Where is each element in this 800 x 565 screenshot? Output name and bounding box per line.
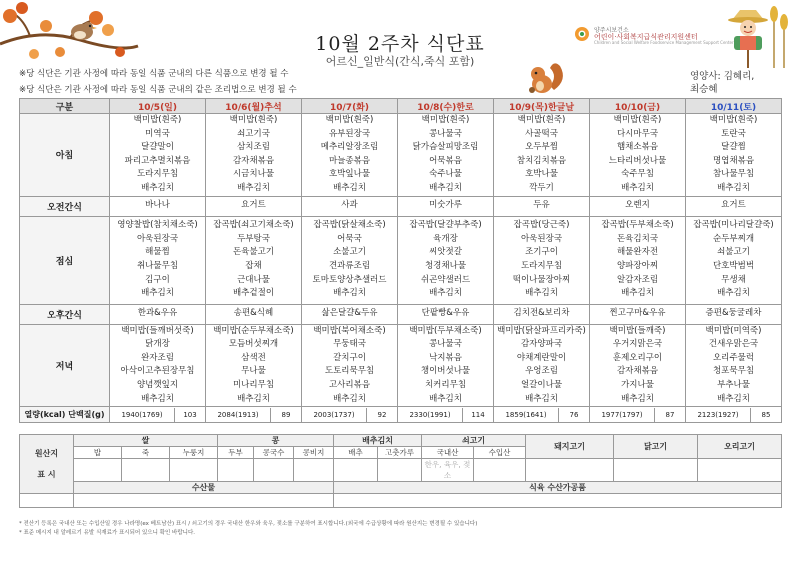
- menu-item: 잡곡밥(미나리달걀죽): [693, 220, 774, 231]
- page-title: 10월 2주차 식단표: [315, 33, 485, 55]
- menu-item: 갈치구이: [333, 352, 366, 363]
- protein-value: 114: [471, 410, 485, 419]
- menu-item: 청경채나물: [424, 261, 467, 272]
- menu-item: 배추김치: [429, 288, 462, 299]
- menu-item: 백미밥(들깨버섯죽): [121, 325, 194, 336]
- snack-cell: 요거트: [206, 196, 302, 216]
- organization-logo-icon: [574, 26, 590, 42]
- energy-value: 2123(1927): [686, 408, 751, 422]
- origin-value: [698, 459, 782, 482]
- kimchi-sub-cabbage: 배추: [334, 447, 378, 459]
- menu-cell: [686, 324, 782, 407]
- menu-item: 배추김치: [717, 288, 750, 299]
- beef-header: 쇠고기: [422, 435, 526, 447]
- nutritionist-label: 영양사: 김혜리,: [690, 71, 755, 82]
- energy-label: 열량(kcal): [24, 410, 66, 420]
- row-label-breakfast: 아침: [20, 114, 110, 197]
- seafood-processed-header: 식육 수산가공품: [334, 482, 782, 494]
- menu-item: 배추김치: [525, 393, 558, 404]
- bean-header: 콩: [218, 435, 334, 447]
- menu-item: 알감자조림: [616, 274, 659, 285]
- chicken-header: 닭고기: [614, 435, 698, 459]
- menu-item: 어묵볶음: [429, 155, 462, 166]
- menu-item: 시금치나물: [232, 169, 275, 180]
- menu-cell: [494, 324, 590, 407]
- snack-cell: 두유: [494, 196, 590, 216]
- origin-value: [218, 459, 254, 482]
- origin-value: [122, 459, 170, 482]
- menu-table: [19, 98, 782, 423]
- menu-item: 배추김치: [525, 288, 558, 299]
- menu-item: 두부탕국: [237, 233, 270, 244]
- menu-item: 마늘종볶음: [328, 155, 371, 166]
- menu-item: 양파장아찌: [616, 261, 659, 272]
- organization-line-3: Children and Social Welfare Foodservice Management Support Center: [594, 40, 734, 45]
- energy-protein-cell: [398, 407, 494, 423]
- menu-item: 배추김치: [237, 182, 270, 193]
- origin-value: [334, 459, 378, 482]
- menu-cell: [206, 216, 302, 304]
- menu-item: 호박잎나물: [328, 169, 371, 180]
- menu-cell: [206, 324, 302, 407]
- menu-item: 배추김치: [621, 393, 654, 404]
- menu-item: 토마토양상추샐러드: [312, 274, 387, 285]
- day-header: 10/5(일): [110, 99, 206, 114]
- menu-item: 우거지맑은국: [612, 339, 663, 350]
- menu-item: 미역국: [145, 128, 170, 139]
- menu-item: 쉬곤약샐러드: [420, 274, 471, 285]
- menu-item: 잡곡밥(두부채소죽): [601, 220, 674, 231]
- squirrel-icon: [524, 60, 568, 96]
- menu-item: 어묵국: [337, 233, 362, 244]
- menu-cell: [302, 216, 398, 304]
- snack-cell: 요거트: [686, 196, 782, 216]
- menu-item: 명엽채볶음: [712, 155, 755, 166]
- menu-item: 감자채볶음: [616, 366, 659, 377]
- domestic-beef-note: 한우, 육우, 젖소: [422, 459, 474, 482]
- menu-item: 햄채소볶음: [616, 142, 659, 153]
- menu-item: 무둥태국: [333, 339, 366, 350]
- menu-item: 유부된장국: [328, 128, 371, 139]
- kimchi-header: 배추김치: [334, 435, 422, 447]
- day-header: 10/6(월)추석: [206, 99, 302, 114]
- menu-item: 백미밥(흰죽): [229, 115, 278, 125]
- menu-item: 완자조림: [141, 352, 174, 363]
- menu-item: 배추김치: [621, 288, 654, 299]
- menu-item: 쇠불고기: [717, 247, 750, 258]
- menu-item: 돈육김치국: [616, 233, 659, 244]
- day-header: 10/9(목)한글날: [494, 99, 590, 114]
- row-label-lunch: 점심: [20, 216, 110, 304]
- row-label-morning-snack: 오전간식: [20, 196, 110, 216]
- snack-cell: 오렌지: [590, 196, 686, 216]
- snack-cell: 바나나: [110, 196, 206, 216]
- energy-protein-cell: [110, 407, 206, 423]
- energy-protein-cell: [302, 407, 398, 423]
- menu-item: 아욱된장국: [136, 233, 179, 244]
- menu-item: 배추김치: [141, 393, 174, 404]
- origin-title-2: 표 시: [37, 470, 56, 479]
- menu-item: 백미밥(흰죽): [421, 115, 470, 125]
- footer-note-1: * 전산기 등록은 국내산 또는 수입산일 경우 나라명(ex 베트남산) 표시 / 쇠고기의 경우 국내산 한우와 육우, 젖소를 구분하여 표시합니다.(외국에 수급상황에 따라 원산지는 변경될 수 있습니다): [19, 521, 478, 527]
- menu-item: 삼색전: [241, 352, 266, 363]
- menu-item: 무생채: [721, 274, 746, 285]
- row-label-afternoon-snack: 오후간식: [20, 304, 110, 324]
- snack-cell: 찐고구마&우유: [590, 304, 686, 324]
- menu-cell: [302, 114, 398, 197]
- menu-item: 느타리버섯나물: [608, 155, 667, 166]
- origin-title: [20, 435, 74, 494]
- beef-sub-imported: 수입산: [474, 447, 526, 459]
- organization-line-2: 어린이·사회복지급식관리지원센터: [594, 33, 698, 41]
- menu-item: 백미밥(미역죽): [705, 325, 762, 336]
- energy-value: 1859(1641): [494, 408, 559, 422]
- energy-value: 2084(1913): [206, 408, 271, 422]
- snack-cell: 단팥빵&우유: [398, 304, 494, 324]
- menu-item: 참치김치볶음: [516, 155, 567, 166]
- menu-item: 백미밥(두부채소죽): [409, 325, 482, 336]
- protein-value: 89: [281, 410, 291, 419]
- menu-item: 백미밥(흰죽): [613, 115, 662, 125]
- menu-item: 견과류조림: [328, 261, 371, 272]
- menu-item: 건새우맑은국: [708, 339, 759, 350]
- seafood-value: [74, 494, 334, 508]
- day-header: 10/11(토): [686, 99, 782, 114]
- energy-value: 2330(1991): [398, 408, 463, 422]
- menu-item: 닭가슴살피망조림: [412, 142, 479, 153]
- menu-item: 도라지무침: [520, 261, 563, 272]
- origin-value: [74, 459, 122, 482]
- day-header: 10/10(금): [590, 99, 686, 114]
- snack-cell: 김치전&보리차: [494, 304, 590, 324]
- menu-cell: [590, 324, 686, 407]
- menu-item: 무나물: [241, 366, 266, 377]
- menu-item: 야채계란말이: [516, 352, 567, 363]
- lunch-row: [20, 216, 782, 304]
- origin-value: [254, 459, 294, 482]
- afternoon-snack-row: [20, 304, 782, 324]
- menu-item: 미나리무침: [232, 379, 275, 390]
- menu-item: 메추리알장조림: [320, 142, 379, 153]
- energy-value: 2003(1737): [302, 408, 367, 422]
- menu-item: 오리주물럭: [712, 352, 755, 363]
- menu-item: 다시마무국: [616, 128, 659, 139]
- menu-item: 잡곡밥(닭살채소죽): [313, 220, 386, 231]
- menu-item: 사골떡국: [525, 128, 558, 139]
- protein-value: 85: [761, 410, 771, 419]
- menu-item: 모듬버섯찌개: [228, 339, 279, 350]
- rice-sub-porridge: 죽: [122, 447, 170, 459]
- energy-protein-label: [20, 407, 110, 423]
- menu-item: 도토리묵무침: [324, 366, 375, 377]
- notice-line-2: ※당 식단은 기관 사정에 따라 동일 식품 군내의 같은 조리법으로 변경 될 수: [19, 85, 297, 95]
- menu-cell: [686, 216, 782, 304]
- kimchi-sub-redpepper: 고춧가루: [378, 447, 422, 459]
- menu-item: 부추나물: [717, 379, 750, 390]
- menu-item: 숙주무침: [621, 169, 654, 180]
- protein-label: 단백질(g): [68, 410, 105, 420]
- snack-cell: 삶은달걀&두유: [302, 304, 398, 324]
- menu-item: 배추김치: [333, 393, 366, 404]
- nutritionist: [690, 70, 770, 96]
- origin-value: [294, 459, 334, 482]
- menu-item: 배추김치: [237, 393, 270, 404]
- menu-item: 떡이나물장아찌: [512, 274, 571, 285]
- menu-cell: [494, 114, 590, 197]
- menu-item: 백미밥(흰죽): [325, 115, 374, 125]
- menu-item: 육개장: [433, 233, 458, 244]
- menu-item: 우엉조림: [525, 366, 558, 377]
- menu-item: 오두부찜: [525, 142, 558, 153]
- bean-sub-bizi: 콩비지: [294, 447, 334, 459]
- menu-item: 낙지볶음: [429, 352, 462, 363]
- menu-cell: [206, 114, 302, 197]
- day-header: 10/7(화): [302, 99, 398, 114]
- menu-item: 배추김치: [429, 182, 462, 193]
- menu-item: 돈육불고기: [232, 247, 275, 258]
- footer-note-2: * 표준 메시지 내 알레르기 유발 식재료가 표시되어 있으니 확인 바랍니다.: [19, 530, 196, 536]
- menu-item: 씨앗젓갈: [429, 247, 462, 258]
- origin-value: [170, 459, 218, 482]
- scarecrow-icon: [718, 6, 794, 68]
- menu-item: 백미밥(흰죽): [133, 115, 182, 125]
- snack-cell: 증편&둥굴레차: [686, 304, 782, 324]
- menu-item: 조기구이: [525, 247, 558, 258]
- menu-cell: [398, 216, 494, 304]
- menu-item: 토란국: [721, 128, 746, 139]
- beef-sub-domestic: 국내산: [422, 447, 474, 459]
- menu-item: 백미밥(흰죽): [517, 115, 566, 125]
- menu-cell: [302, 324, 398, 407]
- menu-item: 잡채: [245, 261, 262, 272]
- organization-line-1: 양주시보건소: [594, 27, 629, 34]
- menu-item: 치커리무침: [424, 379, 467, 390]
- snack-cell: 사과: [302, 196, 398, 216]
- menu-item: 단호박범벅: [712, 261, 755, 272]
- menu-item: 양념깻잎지: [136, 379, 179, 390]
- menu-item: 삼치조림: [237, 142, 270, 153]
- menu-item: 배추김치: [621, 182, 654, 193]
- menu-cell: [590, 216, 686, 304]
- page-subtitle: 어르신_일반식(간식,죽식 포함): [325, 55, 475, 68]
- energy-protein-cell: [206, 407, 302, 423]
- menu-item: 해물찜: [145, 247, 170, 258]
- menu-item: 얼갈이나물: [520, 379, 563, 390]
- row-label-dinner: 저녁: [20, 324, 110, 407]
- menu-cell: [110, 114, 206, 197]
- menu-item: 잡곡밥(쇠고기채소죽): [213, 220, 294, 231]
- menu-cell: [398, 324, 494, 407]
- seafood-header: 수산물: [74, 482, 334, 494]
- menu-item: 배추김치: [333, 182, 366, 193]
- menu-item: 호박나물: [525, 169, 558, 180]
- protein-value: 87: [665, 410, 675, 419]
- menu-item: 근대나물: [237, 274, 270, 285]
- menu-cell: [590, 114, 686, 197]
- menu-item: 배추김치: [429, 393, 462, 404]
- menu-item: 도라지무침: [136, 169, 179, 180]
- origin-value: [526, 459, 614, 482]
- notice-line-1: ※당 식단은 기관 사정에 따라 동일 식품 군내의 다른 식품으로 변경 될 수: [19, 69, 289, 79]
- menu-item: 깍두기: [529, 182, 554, 193]
- menu-item: 소불고기: [333, 247, 366, 258]
- menu-item: 배추김치: [141, 288, 174, 299]
- nutritionist-name-2: 최승혜: [690, 84, 718, 95]
- menu-item: 달걀말이: [141, 142, 174, 153]
- menu-item: 아삭이고추된장무침: [120, 366, 195, 377]
- protein-value: 76: [569, 410, 579, 419]
- energy-row: [20, 407, 782, 423]
- menu-item: 닭개장: [145, 339, 170, 350]
- menu-item: 백미밥(북어채소죽): [313, 325, 386, 336]
- menu-corner-label: 구분: [20, 99, 110, 114]
- energy-value: 1977(1797): [590, 408, 655, 422]
- menu-item: 배추김치: [141, 182, 174, 193]
- origin-value: [614, 459, 698, 482]
- menu-item: 배추김치: [717, 393, 750, 404]
- breakfast-row: [20, 114, 782, 197]
- protein-value: 103: [183, 410, 197, 419]
- rice-sub-nurungji: 누룽지: [170, 447, 218, 459]
- duck-header: 오리고기: [698, 435, 782, 459]
- pork-header: 돼지고기: [526, 435, 614, 459]
- energy-protein-cell: [686, 407, 782, 423]
- energy-protein-cell: [494, 407, 590, 423]
- day-header: 10/8(수)한로: [398, 99, 494, 114]
- menu-item: 잡곡밥(당근죽): [513, 220, 570, 231]
- menu-item: 배추김치: [333, 288, 366, 299]
- menu-item: 파리고추멸치볶음: [124, 155, 191, 166]
- menu-item: 백미밥(흰죽): [709, 115, 758, 125]
- menu-item: 김구이: [145, 274, 170, 285]
- menu-cell: [110, 216, 206, 304]
- protein-value: 92: [377, 410, 387, 419]
- menu-cell: [398, 114, 494, 197]
- menu-item: 배추김치: [717, 182, 750, 193]
- energy-value: 1940(1769): [110, 408, 175, 422]
- snack-cell: 한과&우유: [110, 304, 206, 324]
- menu-cell: [110, 324, 206, 407]
- dinner-row: [20, 324, 782, 407]
- origin-table: [19, 434, 782, 508]
- menu-item: 참나물무침: [712, 169, 755, 180]
- menu-item: 잡곡밥(달걀부추죽): [409, 220, 482, 231]
- menu-cell: [494, 216, 590, 304]
- menu-item: 쇠고기국: [237, 128, 270, 139]
- menu-item: 콩나물국: [429, 339, 462, 350]
- menu-item: 훈제오리구이: [612, 352, 663, 363]
- menu-item: 아욱된장국: [520, 233, 563, 244]
- origin-title-1: 원산지: [34, 449, 59, 458]
- organization-badge: [574, 24, 734, 45]
- menu-header-row: [20, 99, 782, 114]
- origin-value: [378, 459, 422, 482]
- bean-sub-noodle: 콩국수: [254, 447, 294, 459]
- menu-item: 청포묵무침: [712, 366, 755, 377]
- rice-sub-rice: 밥: [74, 447, 122, 459]
- rice-header: 쌀: [74, 435, 218, 447]
- menu-item: 백미밥(들깨죽): [609, 325, 666, 336]
- menu-item: 고사리볶음: [328, 379, 371, 390]
- menu-cell: [686, 114, 782, 197]
- menu-item: 숙주나물: [429, 169, 462, 180]
- morning-snack-row: [20, 196, 782, 216]
- menu-item: 백미밥(닭살파프리카죽): [497, 325, 586, 336]
- origin-value: [20, 494, 74, 508]
- menu-item: 콩나물국: [429, 128, 462, 139]
- menu-item: 영양찰밥(참치채소죽): [117, 220, 198, 231]
- origin-value: [474, 459, 526, 482]
- snack-cell: 미숫가루: [398, 196, 494, 216]
- bean-sub-tofu: 두부: [218, 447, 254, 459]
- menu-item: 순두부찌개: [712, 233, 755, 244]
- menu-item: 달걀찜: [721, 142, 746, 153]
- menu-item: 가지나물: [621, 379, 654, 390]
- menu-item: 배추겉절이: [232, 288, 275, 299]
- menu-item: 해물완자전: [616, 247, 659, 258]
- menu-item: 감자양파국: [520, 339, 563, 350]
- header: [0, 0, 800, 98]
- snack-cell: 송편&식혜: [206, 304, 302, 324]
- menu-item: 백미밥(순두부채소죽): [213, 325, 294, 336]
- menu-item: 취나물무침: [136, 261, 179, 272]
- menu-item: 챙이버섯나물: [420, 366, 471, 377]
- menu-item: 감자채볶음: [232, 155, 275, 166]
- energy-protein-cell: [590, 407, 686, 423]
- seafood-processed-value: [334, 494, 782, 508]
